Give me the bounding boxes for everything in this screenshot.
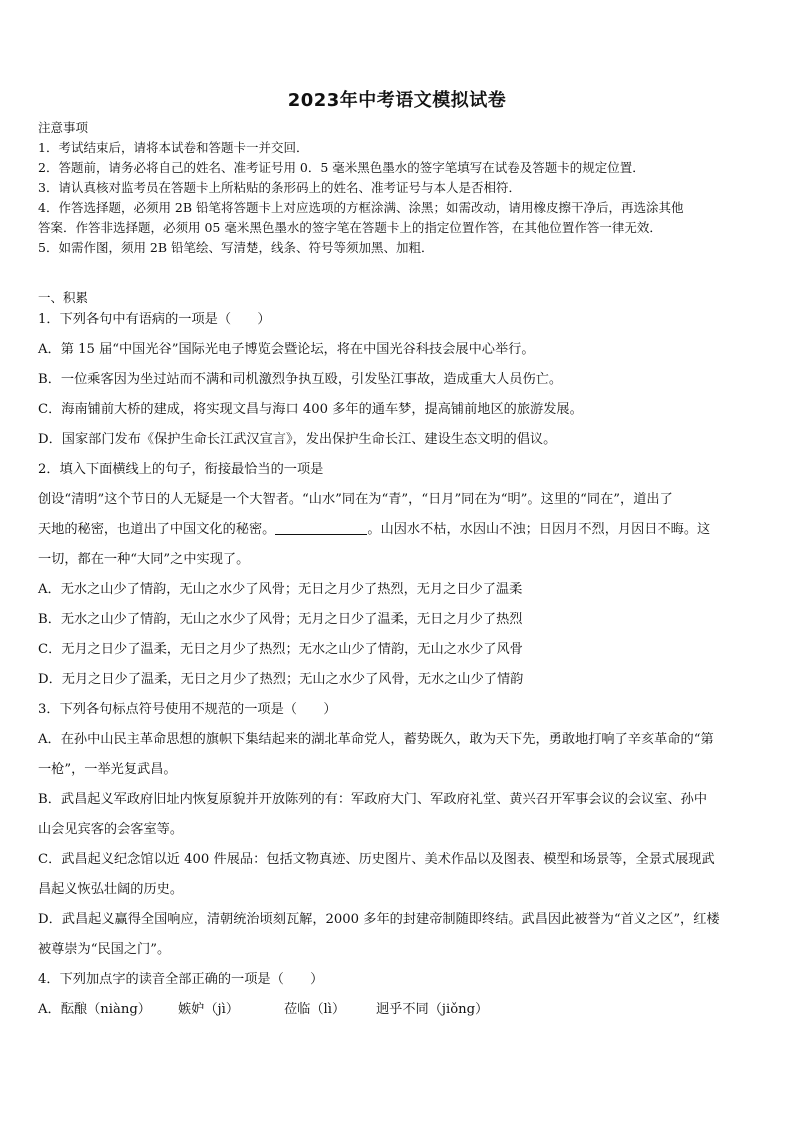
section-heading: 一、积累 (38, 290, 89, 305)
notice-block (38, 118, 760, 258)
passage-text: 天地的秘密，也道出了中国文化的秘密。 (38, 522, 276, 537)
exam-title: 2023年中考语文模拟试卷 (287, 90, 507, 111)
option-text: A．在孙中山民主革命思想的旗帜下集结起来的湖北革命党人，蓄势既久，敢为天下先，勇敢地打响了辛亥革命的“第 (38, 732, 714, 747)
option-text-cont: 昌起义恢弘壮阔的历史。 (38, 882, 184, 897)
question-stem: 2．填入下面横线上的句子，衔接最恰当的一项是 (38, 462, 324, 477)
option-text: D．无月之日少了温柔，无日之月少了热烈；无山之水少了风骨，无水之山少了情韵 (38, 672, 524, 687)
option-text-cont: 山会见宾客的会客室等。 (38, 822, 184, 837)
option-text: B．一位乘客因为坐过站而不满和司机激烈争执互殴，引发坠江事故，造成重大人员伤亡。 (38, 372, 562, 387)
option-text-cont: 被尊崇为“民国之门”。 (38, 942, 171, 957)
passage-line: 创设“清明”这个节日的人无疑是一个大智者。“山水”同在为“青”，“日月”同在为“明”。这里的“同在”，道出了 (38, 492, 673, 507)
passage-text: 。山因水不枯，水因山不浊；日因月不烈，月因日不晦。这 (367, 522, 711, 537)
questions-block (38, 305, 760, 1025)
question-stem: 4．下列加点字的读音全部正确的一项是（ ） (38, 972, 324, 987)
question-stem: 1．下列各句中有语病的一项是（ ） (38, 312, 271, 327)
passage-line (38, 515, 760, 545)
notice-item: 2．答题前，请务必将自己的姓名、准考证号用 0．5 毫米黑色墨水的签字笔填写在试卷及答题卡的规定位置． (38, 160, 645, 175)
notice-heading: 注意事项 (38, 120, 89, 135)
pinyin-item: 嫉妒（jì） (178, 1002, 240, 1017)
question-stem: 3．下列各句标点符号使用不规范的一项是（ ） (38, 702, 337, 717)
option-text: C．武昌起义纪念馆以近 400 件展品：包括文物真迹、历史图片、美术作品以及图表、模型和场景等，全景式展现武 (38, 852, 715, 867)
notice-item: 3．请认真核对监考员在答题卡上所粘贴的条形码上的姓名、准考证号与本人是否相符． (38, 180, 521, 195)
option-text: B．武昌起义军政府旧址内恢复原貌并开放陈列的有：军政府大门、军政府礼堂、黄兴召开军事会议的会议室、孙中 (38, 792, 708, 807)
option-text: C．无月之日少了温柔，无日之月少了热烈；无水之山少了情韵，无山之水少了风骨 (38, 642, 523, 657)
passage-line: 一切，都在一种“大同”之中实现了。 (38, 552, 250, 567)
option-text: D．武昌起义赢得全国响应，清朝统治顷刻瓦解，2000 多年的封建帝制随即终结。武昌因此被誉为“首义之区”，红楼 (38, 912, 720, 927)
notice-item: 4．作答选择题，必须用 2B 铅笔将答题卡上对应选项的方框涂满、涂黑；如需改动，请用橡皮擦干净后，再选涂其他 (38, 200, 684, 215)
pinyin-item: 迥乎不同（jiǒng） (376, 1002, 489, 1017)
option-text: A．第 15 届“中国光谷”国际光电子博览会暨论坛，将在中国光谷科技会展中心举行。 (38, 342, 535, 357)
option-text: B．无水之山少了情韵，无山之水少了风骨；无月之日少了温柔，无日之月少了热烈 (38, 612, 523, 627)
fill-blank (275, 520, 367, 535)
option-text: A．无水之山少了情韵，无山之水少了风骨；无日之月少了热烈，无月之日少了温柔 (38, 582, 523, 597)
pinyin-item: A．酝酿（niàng） (38, 1002, 151, 1017)
option-text (38, 995, 760, 1025)
notice-item: 5．如需作图，须用 2B 铅笔绘、写清楚，线条、符号等须加黑、加粗． (38, 240, 434, 255)
option-text-cont: 一枪”，一举光复武昌。 (38, 762, 177, 777)
pinyin-item: 莅临（lì） (284, 1002, 346, 1017)
notice-item: 1．考试结束后，请将本试卷和答题卡一并交回． (38, 140, 309, 155)
notice-item: 答案．作答非选择题，必须用 05 毫米黑色墨水的签字笔在答题卡上的指定位置作答，在其他位置作答一律无效． (38, 220, 662, 235)
option-text: C．海南铺前大桥的建成，将实现文昌与海口 400 多年的通车梦，提高铺前地区的旅游发展。 (38, 402, 583, 417)
option-text: D．国家部门发布《保护生命长江武汉宣言》，发出保护生命长江、建设生态文明的倡议。 (38, 432, 557, 447)
